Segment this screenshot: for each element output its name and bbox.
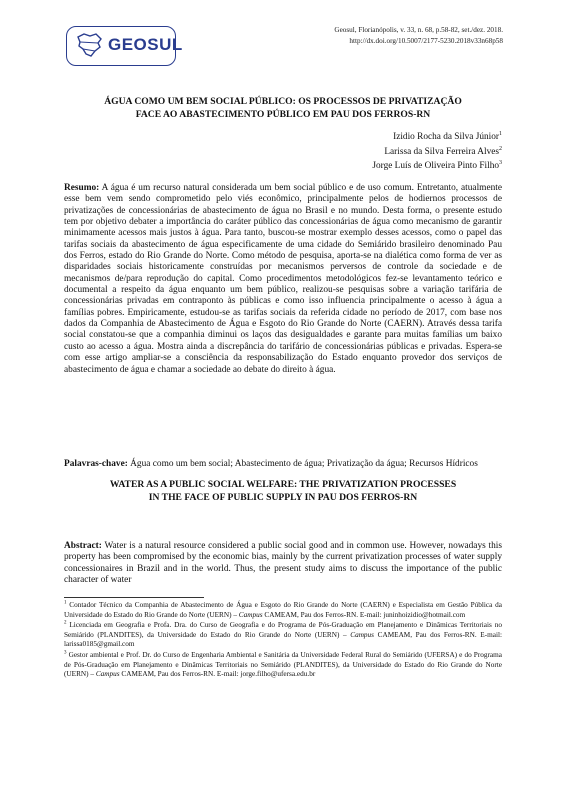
author-name: Izidio Rocha da Silva Júnior$^1$ — [393, 130, 502, 142]
footnote: $^2$ Licenciada em Geografia e Profa. Dra. do Curso de Geografia e do Programa de Pós-Graduação em Planejamento e Dinâmicas Territoriais no Semiárido (PLANDITES), da Universidade do Estado do Rio Grande do Norte (UERN) – Campus CAMEAM, Pau dos Ferros-RN. E-mail: larissa0185@gmail.com — [64, 620, 502, 649]
title-line: IN THE FACE OF PUBLIC SUPPLY IN PAU DOS FERROS-RN — [148, 492, 418, 503]
abstract-text: Water is a natural resource considered a public social good and in common use. However, nowadays this property has been compromised by the economic bias, mainly by the current privatization processes of water supply concessionaires in Brazil and in the world. Thus, the present study aims to discuss the importance of the public character of water — [64, 541, 502, 586]
keywords-label: Palavras-chave: — [64, 459, 128, 469]
resumo-label: Resumo: — [64, 183, 100, 193]
footnote: $^3$ Gestor ambiental e Prof. Dr. do Curso de Engenharia Ambiental e Sanitária da Universidade Federal Rural do Semiárido (UFERSA) e do Programa de Pós-Graduação em Planejamento e Dinâmicas Territoriais no Semiárido (PLANDITES), da Universidade do Estado do Rio Grande do Norte (UERN) – Campus CAMEAM, Pau dos Ferros-RN. E-mail: jorge.filho@ufersa.edu.br — [64, 650, 502, 679]
footnote-marker[interactable]: 1 — [499, 130, 502, 137]
citation-line: Geosul, Florianópolis, v. 33, n. 68, p.58-82, set./dez. 2018. — [334, 26, 503, 34]
title-line: WATER AS A PUBLIC SOCIAL WELFARE: THE PRIVATIZATION PROCESSES — [109, 479, 457, 490]
abstract-paragraph — [64, 541, 502, 586]
author-list — [372, 130, 502, 174]
footnote-marker[interactable]: 2 — [499, 145, 502, 152]
footnote-marker[interactable]: 3 — [499, 159, 502, 166]
article-title-pt — [64, 95, 502, 121]
title-line: FACE AO ABASTECIMENTO PÚBLICO EM PAU DOS FERROS-RN — [135, 109, 431, 120]
journal-citation — [334, 25, 503, 46]
article-title-en — [64, 478, 502, 504]
abstract-label: Abstract: — [64, 541, 102, 551]
doi-link[interactable]: http://dx.doi.org/10.5007/2177-5230.2018v33n68p58 — [349, 36, 503, 45]
logo-text: GEOSUL — [108, 35, 183, 54]
resumo-text: A água é um recurso natural considerada um bem social público e de uso comum. Entretanto, atualmente esse bem vem sendo comprometido pelo viés econômico, principalmente pelos de hodiernos processos de privatizações de concessionárias de abastecimento de água no Brasil e no mundo. Desta forma, o presente estudo tem por objetivo debater a importância do caráter público das concessionárias de água como mecanismo de garantir minimamente acessos mais justos à água. Para tanto, buscou-se mostrar exemplo desses acessos, como o papel das tarifas sociais da abastecimento de água especificamente de uma cidade do Semiárido brasileiro denominado Pau dos Ferros, estado do Rio Grande do Norte. Como método de pesquisa, aporta-se na dialética como forma de ver as disparidades sociais historicamente construídas por mecanismos perversos de controle da sociedade e de mecanismos de/para reprodução do capital. Como procedimentos metodológicos fez-se levantamento teórico e documental a respeito da água enquanto um bem público, realizou-se pesquisas sobre a variação tarifária de concessionárias privadas em contraponto às públicas e como isso influencia principalmente o acesso à água a famílias pobres. Empiricamente, estudou-se as tarifas sociais da referida cidade no período de 2017, com base nos dados da Companhia de Abastecimento de Água e Esgoto do Rio Grande do Norte (CAERN). Através dessa tarifa social constatou-se que a companhia diminui os laços das desigualdades e garante para muitas famílias um baixo custo ao acesso a água. Mostra ainda a discrepância do tarifário de concessionárias públicas e privadas. Espera-se com esse artigo ampliar-se a consciência da responsabilização do Estado enquanto provedor dos serviços de abastecimento de água e chamar a sociedade ao debate do direito à água. — [64, 183, 502, 375]
geosul-logo — [66, 26, 183, 66]
footnote-divider — [64, 597, 204, 598]
keywords-text: Água como um bem social; Abastecimento de água; Privatização da água; Recursos Hídricos — [127, 459, 478, 469]
title-line: ÁGUA COMO UM BEM SOCIAL PÚBLICO: OS PROCESSOS DE PRIVATIZAÇÃO — [104, 96, 462, 107]
keywords-paragraph — [64, 459, 502, 470]
author-name: Jorge Luís de Oliveira Pinto Filho$^3$ — [372, 159, 502, 171]
south-region-map-icon — [74, 31, 104, 59]
author-name: Larissa da Silva Ferreira Alves$^2$ — [384, 145, 502, 157]
footnotes — [64, 601, 502, 681]
resumo-paragraph — [64, 183, 502, 376]
footnote: $^1$ Contador Técnico da Companhia de Abastecimento de Água e Esgoto do Rio Grande do Norte (CAERN) e Especialista em Gestão Pública da Universidade do Estado do Rio Grande do Norte (UERN) – Campus CAMEAM, Pau dos Ferros-RN. E-mail: juninhoizidio@hotmail.com — [64, 600, 502, 619]
